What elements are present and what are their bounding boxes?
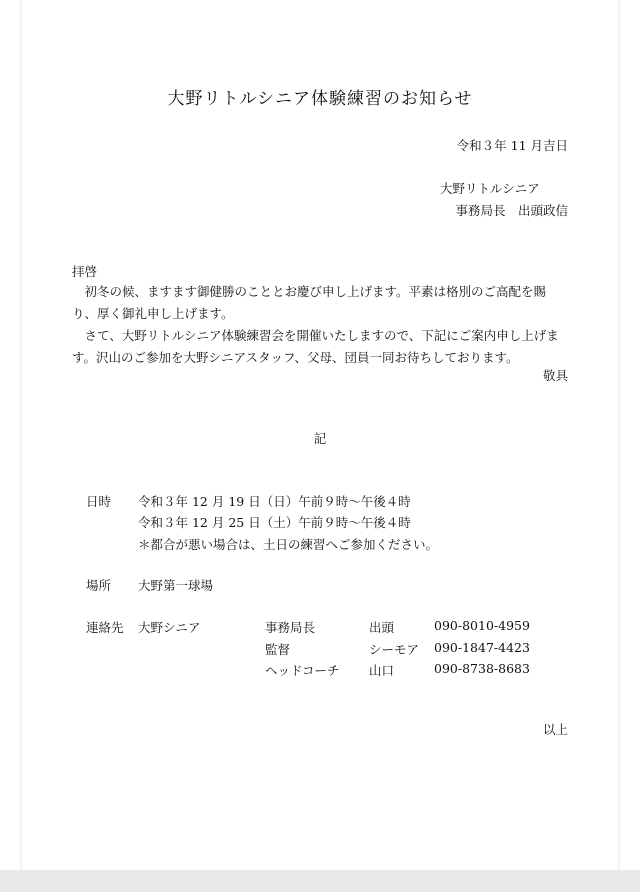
contact-role: 事務局長 [265,620,316,635]
issue-date: 令和３年 11 月吉日 [456,138,568,153]
page-bottom-strip [0,870,640,892]
greeting-opening: 拝啓 [72,264,98,279]
sender-person: 事務局長 出頭政信 [455,203,568,218]
contact-name: シーモア [369,642,420,657]
ki-heading: 記 [313,431,327,446]
contact-phone: 090-8010-4959 [434,618,530,633]
contact-name: 出頭 [369,620,395,635]
schedule-label: 日時 [86,494,112,509]
schedule-line: 令和３年 12 月 25 日（土）午前９時〜午後４時 [138,515,411,530]
contact-label: 連絡先 [86,620,124,635]
place-label: 場所 [86,578,112,593]
contact-role: ヘッドコーチ [265,663,340,678]
contact-name: 山口 [369,663,395,678]
paragraph-2: さて、大野リトルシニア体験練習会を開催いたしますので、下記にご案内申し上げます。沢山のご参加を大野シニアスタッフ、父母、団員一同お待ちしております。 [72,328,559,365]
end-mark: 以上 [542,722,568,737]
schedule-line: 令和３年 12 月 19 日（日）午前９時〜午後４時 [138,494,411,509]
greeting-closing: 敬具 [542,368,568,383]
contact-org: 大野シニア [138,620,201,635]
sender-org: 大野リトルシニア [440,181,540,196]
document-title: 大野リトルシニア体験練習のお知らせ [167,89,473,109]
schedule-note: ＊都合が悪い場合は、土日の練習へご参加ください。 [138,537,439,552]
contact-role: 監督 [265,642,291,657]
contact-phone: 090-1847-4423 [434,640,530,655]
contact-phone: 090-8738-8683 [434,661,530,676]
paragraph-1: 初冬の候、ますます御健勝のこととお慶び申し上げます。平素は格別のご高配を賜り、厚く御礼申し上げます。 [72,284,547,321]
place-value: 大野第一球場 [138,578,214,593]
